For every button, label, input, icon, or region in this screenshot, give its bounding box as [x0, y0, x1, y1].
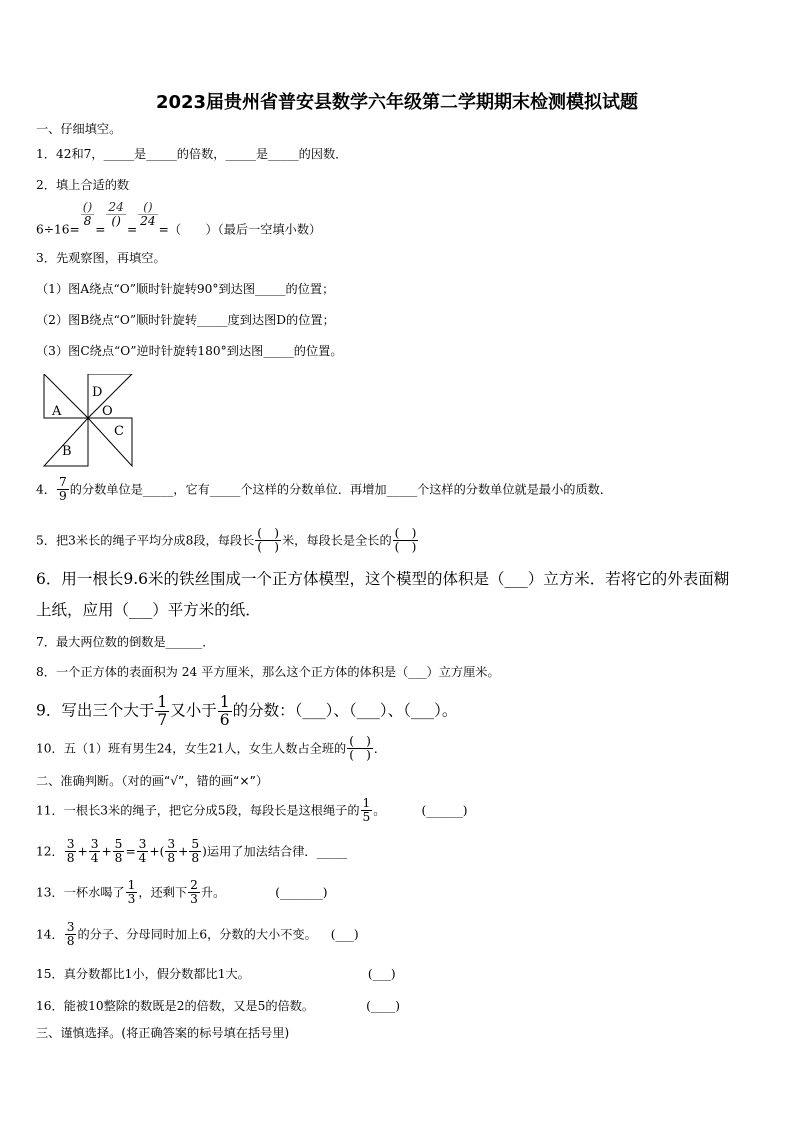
answer-blank-15[interactable]: (___)	[367, 967, 396, 981]
fraction-1-6: $\frac{1}{6}$	[219, 693, 230, 730]
section-2-heading: 二、准确判断。（对的画“√”，错的画“×”）	[36, 774, 269, 788]
question-6-line-2: 上纸，应用（___）平方米的纸．	[36, 601, 261, 619]
section-1-heading: 一、仔细填空。	[36, 122, 122, 136]
question-11: 11．一根长3米的绳子，把它分成5段，每段长是这根绳子的 $\frac{1}{5}$ 。 (______)	[36, 796, 468, 825]
fraction-blank-2: ( ) ( )	[394, 526, 417, 555]
question-3-part-1: （1）图A绕点“O”顺时针旋转90°到达图_____的位置；	[36, 282, 335, 296]
fraction-blank-over-24: () 24	[140, 200, 156, 229]
fraction-blank-1: ( ) ( )	[257, 526, 279, 555]
fraction-1-5: $\frac{1}{5}$	[362, 796, 371, 825]
section-3-heading: 三、谨慎选择。(将正确答案的标号填在括号里)	[36, 1026, 290, 1040]
question-2: 6÷16= () 8 = 24 () = () 24 =（ ）（最后一空填小数）	[36, 200, 322, 237]
question-2-heading: 2．填上合适的数	[36, 178, 130, 192]
question-4: 4． $\frac{7}{9}$ 的分数单位是_____，它有_____个这样的分数单位．再增加_____个这样的分数单位就是最小的质数．	[36, 475, 613, 504]
question-3-part-3: （3）图C绕点“O”逆时针旋转180°到达图_____的位置。	[36, 344, 343, 358]
question-15: 15．真分数都比1小，假分数都比1大。 (___)	[36, 967, 396, 981]
answer-blank-16[interactable]: (____)	[366, 999, 400, 1013]
label-c: C	[114, 424, 124, 439]
fraction-3-8-q14: $\frac{3}{8}$	[66, 920, 75, 949]
fraction-1-7: $\frac{1}{7}$	[157, 693, 168, 730]
question-3-part-2: （2）图B绕点“O”顺时针旋转_____度到达图D的位置；	[36, 313, 335, 327]
question-7: 7．最大两位数的倒数是______．	[36, 635, 215, 649]
page-title: 2023届贵州省普安县数学六年级第二学期期末检测模拟试题	[155, 92, 639, 113]
label-o: O	[102, 404, 113, 419]
fraction-24-over-blank: 24 ()	[108, 200, 124, 229]
question-6-line-1: 6．用一根长9.6米的铁丝围成一个正方体模型，这个模型的体积是（___）立方米．若将它的外表面糊	[36, 570, 730, 588]
fraction-2-3: $\frac{2}{3}$	[190, 878, 198, 907]
question-14: 14． $\frac{3}{8}$ 的分子、分母同时加上6，分数的大小不变。 (___)	[36, 920, 359, 949]
question-16: 16．能被10整除的数既是2的倍数，又是5的倍数。 (____)	[36, 999, 400, 1013]
fraction-blank-10: ( ) ( )	[349, 734, 371, 763]
fraction-5-8-b: $\frac{5}{8}$	[191, 837, 200, 866]
question-8: 8．一个正方体的表面积为 24 平方厘米，那么这个正方体的体积是（___）立方厘米。	[36, 665, 500, 679]
question-13: 13．一杯水喝了 $\frac{1}{3}$ ，还剩下 $\frac{2}{3}$ 升。 (_______)	[36, 878, 328, 907]
question-1: 1．42和7，_____是_____的倍数，_____是_____的因数．	[36, 147, 348, 161]
answer-blank-14[interactable]: (___)	[330, 927, 359, 942]
question-9: 9．写出三个大于 $\frac{1}{7}$ 又小于 $\frac{1}{6}$ 的分数：（___）、（___）、（___）。	[36, 693, 458, 730]
fraction-5-8: $\frac{5}{8}$	[114, 837, 123, 866]
triangle-a	[44, 374, 88, 418]
label-b: B	[62, 444, 72, 459]
question-12: 12． $\frac{3}{8}$ + $\frac{3}{4}$ + $\frac{5}{8}$ = $\frac{3}{4}$ +( $\frac{3}{8}$ + $\frac{5}{8}$ )运用了加法结合律．_____	[36, 837, 348, 866]
answer-blank-13[interactable]: (_______)	[275, 885, 328, 900]
fraction-3-8-b: $\frac{3}{8}$	[167, 837, 176, 866]
fraction-1-3: $\frac{1}{3}$	[127, 878, 136, 907]
question-3-heading: 3．先观察图，再填空。	[36, 251, 166, 265]
fraction-7-9: $\frac{7}{9}$	[58, 475, 67, 504]
q2-tail: =（ ）（最后一空填小数）	[158, 222, 322, 237]
answer-blank-11[interactable]: (______)	[421, 803, 468, 818]
q2-start: 6÷16=	[36, 222, 80, 237]
triangle-c	[88, 418, 132, 466]
question-10: 10．五（1）班有男生24，女生21人，女生人数占全班的 ( ) ( ) ．	[36, 734, 387, 763]
label-d: D	[92, 385, 103, 400]
fraction-blank-over-8: () 8	[82, 200, 93, 229]
fraction-3-4: $\frac{3}{4}$	[90, 837, 99, 866]
fraction-3-8: $\frac{3}{8}$	[66, 837, 75, 866]
label-a: A	[52, 404, 62, 419]
fraction-3-4-b: $\frac{3}{4}$	[138, 837, 147, 866]
rotation-figure	[40, 374, 140, 470]
question-5: 5．把3米长的绳子平均分成8段，每段长 ( ) ( ) 米，每段长是全长的 ( ) ( )	[36, 526, 417, 555]
